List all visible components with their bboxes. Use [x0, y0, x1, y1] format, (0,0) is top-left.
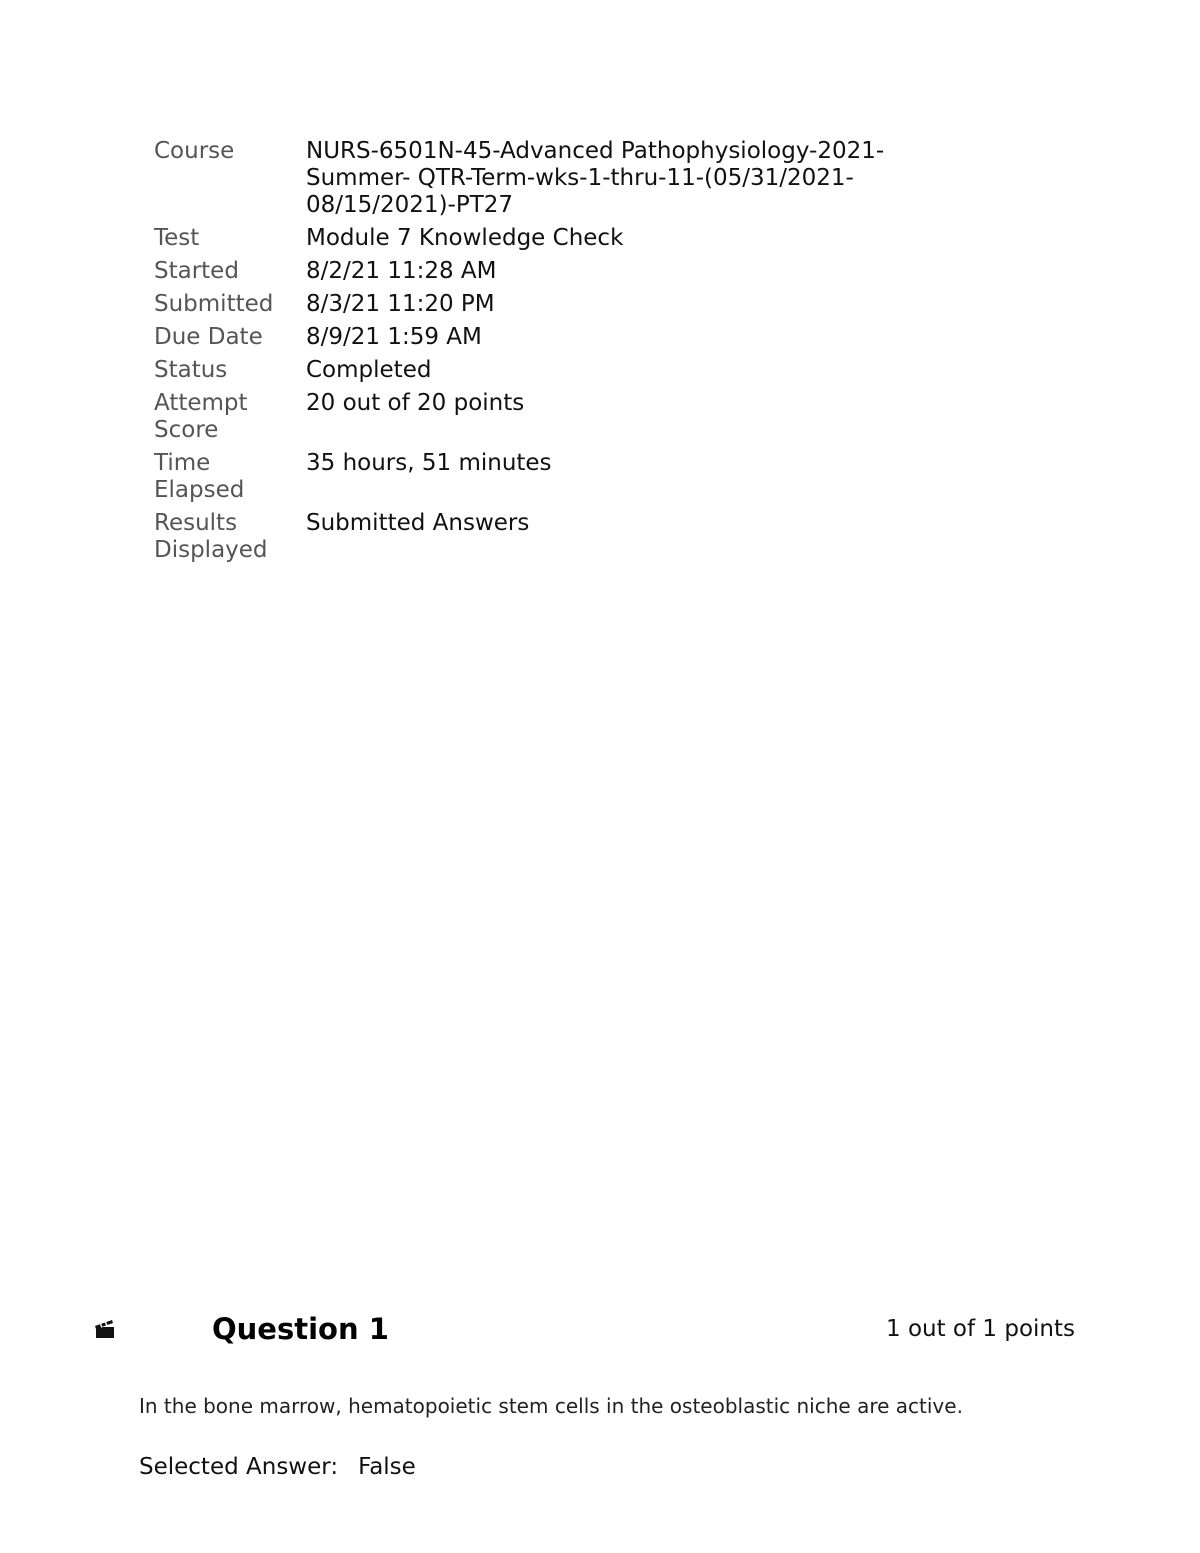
course-value: NURS-6501N-45-Advanced Pathophysiology-2021-Summer- QTR-Term-wks-1-thru-11-(05/31/2021-08/15/2021)-PT27 — [306, 138, 885, 218]
summary-row-due-date — [154, 324, 914, 357]
due-date-value: 8/9/21 1:59 AM — [306, 324, 482, 350]
summary-label: Due Date — [154, 324, 263, 350]
started-value: 8/2/21 11:28 AM — [306, 258, 497, 284]
summary-row-time-elapsed — [154, 450, 914, 510]
summary-row-submitted — [154, 291, 914, 324]
summary-label: Submitted — [154, 291, 274, 317]
summary-label: Course — [154, 138, 235, 164]
summary-label: Time Elapsed — [154, 450, 245, 503]
summary-label: Started — [154, 258, 239, 284]
summary-label: Attempt Score — [154, 390, 248, 443]
time-elapsed-value: 35 hours, 51 minutes — [306, 450, 552, 476]
selected-answer-value: False — [358, 1454, 416, 1480]
summary-row-results-displayed — [154, 510, 914, 570]
test-value: Module 7 Knowledge Check — [306, 225, 624, 251]
summary-row-course — [154, 138, 914, 225]
question-points: 1 out of 1 points — [886, 1316, 1075, 1342]
summary-row-test — [154, 225, 914, 258]
status-value: Completed — [306, 357, 432, 383]
summary-row-attempt-score — [154, 390, 914, 450]
test-summary-table — [154, 138, 914, 570]
summary-row-started — [154, 258, 914, 291]
attempt-score-value: 20 out of 20 points — [306, 390, 525, 416]
summary-row-status — [154, 357, 914, 390]
question-title: Question 1 — [212, 1312, 389, 1346]
summary-label: Test — [154, 225, 200, 251]
results-displayed-value: Submitted Answers — [306, 510, 530, 536]
summary-label: Results Displayed — [154, 510, 268, 563]
clapperboard-icon — [94, 1318, 116, 1340]
summary-label: Status — [154, 357, 228, 383]
selected-answer-row — [139, 1451, 416, 1483]
selected-answer-label: Selected Answer: — [139, 1454, 339, 1480]
submitted-value: 8/3/21 11:20 PM — [306, 291, 495, 317]
question-text: In the bone marrow, hematopoietic stem cells in the osteoblastic niche are active. — [139, 1394, 963, 1418]
